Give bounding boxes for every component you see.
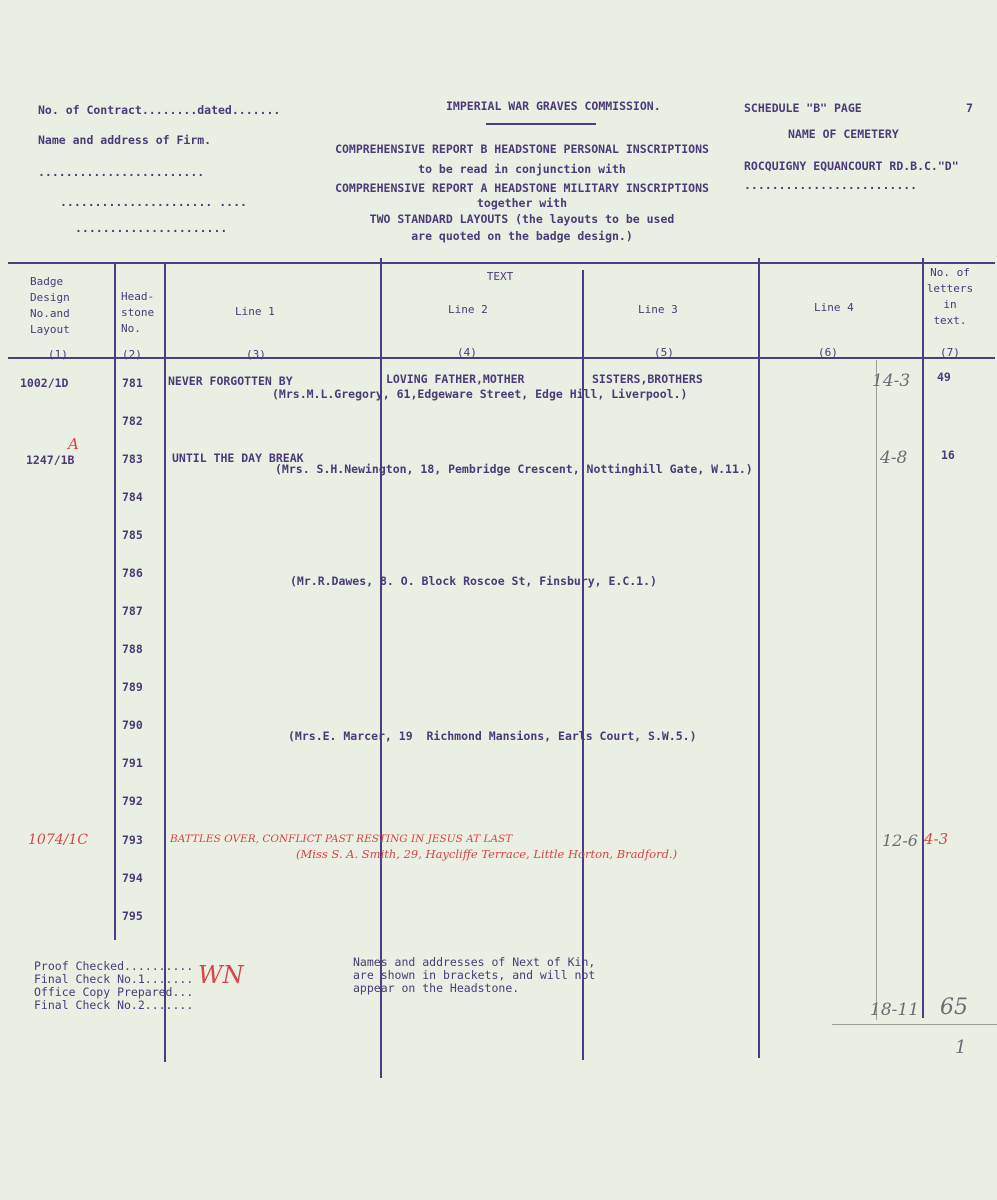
header-headstone-no: Head- stone No. <box>121 290 155 335</box>
checker-initials: WN <box>198 961 244 989</box>
report-line-3: COMPREHENSIVE REPORT A HEADSTONE MILITARY INSCRIPTIONS <box>335 181 709 195</box>
inscription-line1-781: NEVER FORGOTTEN BY <box>168 374 293 388</box>
check-office-copy: Office Copy Prepared... <box>34 985 194 999</box>
firm-dots-2: ...................... .... <box>60 195 247 209</box>
check-proof: Proof Checked.......... <box>34 959 194 973</box>
pencil-sheet-count: 1 <box>955 1037 967 1058</box>
pencil-count-793: 12-6 <box>882 831 918 850</box>
inscription-line2-781: LOVING FATHER,MOTHER <box>386 372 525 386</box>
badge-design-783: 1247/1B <box>26 453 75 467</box>
headstone-number: 788 <box>122 642 143 656</box>
badge-design-781: 1002/1D <box>20 376 69 390</box>
colnum-6: (6) <box>818 346 838 359</box>
headstone-number: 791 <box>122 756 143 770</box>
next-of-kin-793: (Miss S. A. Smith, 29, Haycliffe Terrace, Little Horton, Bradford.) <box>296 847 678 861</box>
headstone-number: 783 <box>122 452 143 466</box>
next-of-kin-note: Names and addresses of Next of Kin, are shown in brackets, and will not appear on the Headstone. <box>353 955 596 995</box>
pencil-count-781: 14-3 <box>872 371 911 391</box>
header-line-2: Line 2 <box>448 303 488 316</box>
colnum-5: (5) <box>654 346 674 359</box>
headstone-number: 781 <box>122 376 143 390</box>
pencil-total-rule <box>832 1024 997 1025</box>
report-line-5: TWO STANDARD LAYOUTS (the layouts to be used <box>369 212 675 226</box>
headstone-number: 794 <box>122 871 143 885</box>
table-header-rule <box>8 357 995 359</box>
badge-correction-783: A <box>68 435 79 453</box>
header-line-1: Line 1 <box>235 305 275 318</box>
cemetery-dots: ......................... <box>744 178 918 192</box>
firm-dots-1: ........................ <box>38 165 205 179</box>
text-heading: TEXT <box>486 270 514 283</box>
report-line-6: are quoted on the badge design.) <box>411 229 633 243</box>
header-badge-design: Badge Design No.and Layout <box>30 275 70 336</box>
badge-design-793: 1074/1C <box>28 832 88 848</box>
header-letters: No. of letters in text. <box>926 266 974 327</box>
next-of-kin-786: (Mr.R.Dawes, 8. O. Block Roscoe St, Finsbury, E.C.1.) <box>290 574 657 588</box>
title-underline <box>486 123 596 125</box>
inscription-793: BATTLES OVER, CONFLICT PAST RESTING IN JESUS AT LAST <box>170 833 513 845</box>
inscription-line3-781: SISTERS,BROTHERS <box>592 372 703 386</box>
page-number: 7 <box>966 101 973 115</box>
cemetery-name: ROCQUIGNY EQUANCOURT RD.B.C."D" <box>744 159 959 173</box>
colnum-2: (2) <box>122 348 142 361</box>
colnum-7: (7) <box>940 346 960 359</box>
check-final-1: Final Check No.1....... <box>34 972 194 986</box>
letters-781: 49 <box>937 370 951 384</box>
col-divider-1 <box>114 262 116 940</box>
cemetery-label: NAME OF CEMETERY <box>788 127 899 141</box>
pencil-count-783: 4-8 <box>880 448 908 468</box>
headstone-number: 790 <box>122 718 143 732</box>
pencil-total-right: 65 <box>940 995 968 1020</box>
headstone-number: 787 <box>122 604 143 618</box>
report-line-2: to be read in conjunction with <box>418 162 626 176</box>
colnum-3: (3) <box>246 348 266 361</box>
headstone-number: 785 <box>122 528 143 542</box>
next-of-kin-783: (Mrs. S.H.Newington, 18, Pembridge Crescent, Nottinghill Gate, W.11.) <box>275 462 753 476</box>
next-of-kin-781: (Mrs.M.L.Gregory, 61,Edgeware Street, Edge Hill, Liverpool.) <box>272 387 688 401</box>
letters-783: 16 <box>941 448 955 462</box>
commission-title: IMPERIAL WAR GRAVES COMMISSION. <box>446 99 661 113</box>
headstone-number: 784 <box>122 490 143 504</box>
report-line-1: COMPREHENSIVE REPORT B HEADSTONE PERSONAL INSCRIPTIONS <box>335 142 709 156</box>
headstone-number: 789 <box>122 680 143 694</box>
col-divider-6 <box>922 258 924 1018</box>
col-divider-2 <box>164 262 166 1062</box>
headstone-number: 792 <box>122 794 143 808</box>
colnum-1: (1) <box>48 348 68 361</box>
next-of-kin-790: (Mrs.E. Marcer, 19 Richmond Mansions, Earls Court, S.W.5.) <box>288 729 697 743</box>
inscription-line1-783: UNTIL THE DAY BREAK <box>172 451 304 465</box>
headstone-number: 782 <box>122 414 143 428</box>
header-line-3: Line 3 <box>638 303 678 316</box>
headstone-number: 793 <box>122 833 143 847</box>
schedule-label: SCHEDULE "B" PAGE <box>744 101 862 115</box>
pencil-vertical-rule <box>876 360 877 1020</box>
headstone-number: 786 <box>122 566 143 580</box>
report-line-4: together with <box>476 196 567 210</box>
pencil-total-left: 18-11 <box>870 1000 920 1020</box>
firm-dots-3: ...................... <box>75 221 228 235</box>
header-line-4: Line 4 <box>814 301 854 314</box>
col-divider-5 <box>758 258 760 1058</box>
headstone-number: 795 <box>122 909 143 923</box>
check-final-2: Final Check No.2....... <box>34 998 194 1012</box>
contract-line: No. of Contract........dated....... <box>38 103 281 117</box>
table-top-rule <box>8 262 995 264</box>
letters-793: 4-3 <box>924 830 949 848</box>
firm-label: Name and address of Firm. <box>38 133 212 147</box>
colnum-4: (4) <box>457 346 477 359</box>
